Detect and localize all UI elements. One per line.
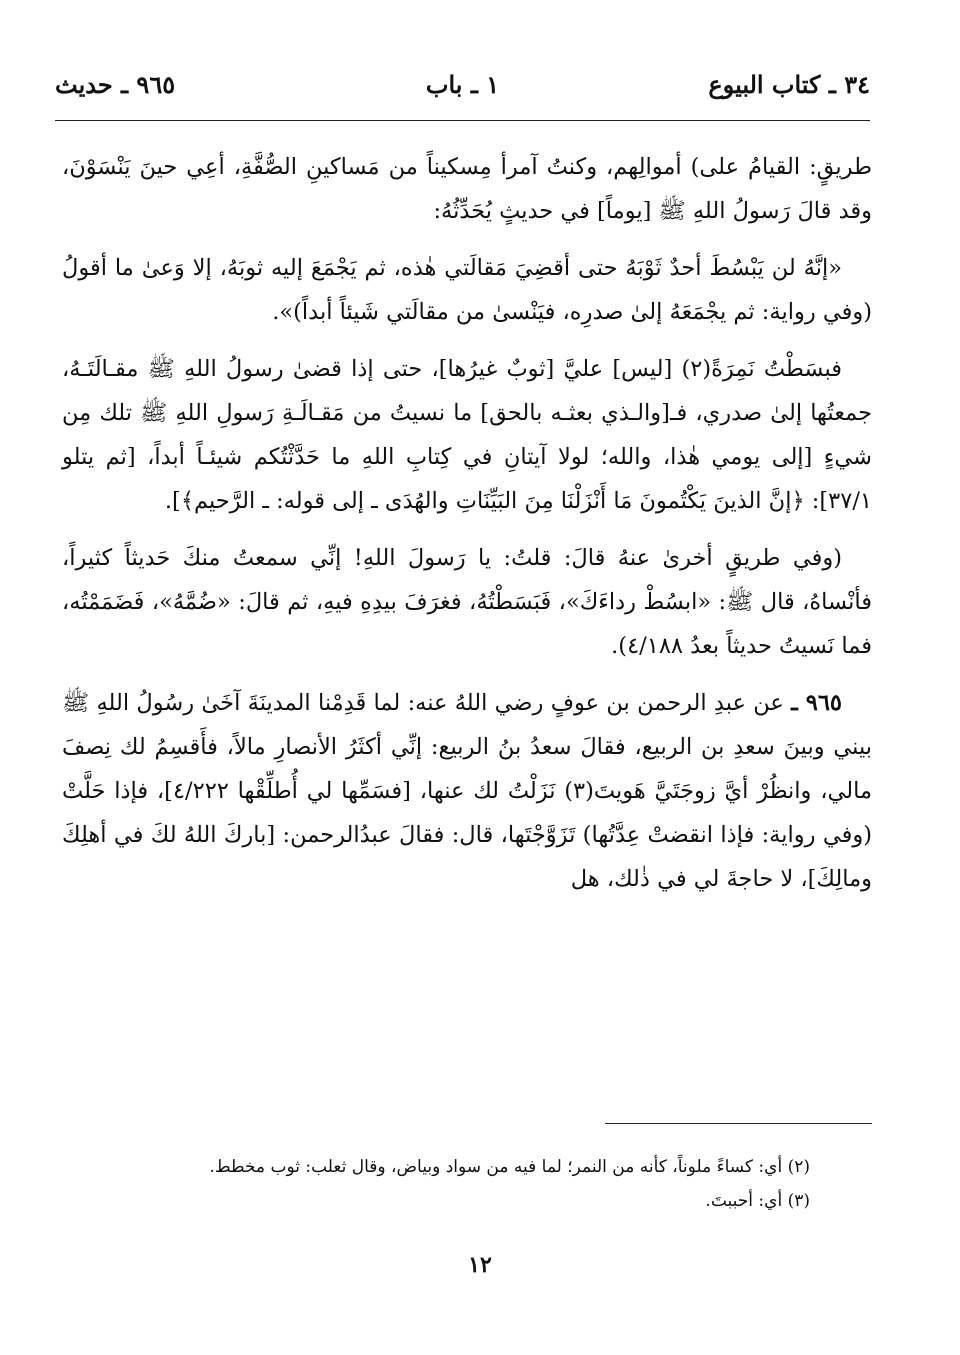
paragraph-3: فبسَطْتُ نَمِرَةً(٢) [ليس] عليَّ [ثوبٌ غيرُها]، حتى إذا قضىٰ رسولُ اللهِ ﷺ مقـالَتَـهُ، جمعتُها إلىٰ صدري، فـ[والـذي بعثـه بالحق] ما نسيتُ من مَقـالَـةِ رَسولِ اللهِ ﷺ تلك مِن شيءٍ [إلى يومي هٰذا، والله؛ لولا آيتانِ في كِتابِ اللهِ ما حَدَّثْتُكم شيئـاً أبداً، [ثم يتلو ٣٧/١]: ﴿إنَّ الذينَ يَكْتُمونَ مَا أَنْزَلْنَا مِنَ البَيِّنَاتِ والهُدَى ـ إلى قوله: ـ الرَّحيم﴾]. [62,356,872,514]
footnote-divider [605,1123,872,1124]
paragraph-1: طريقٍ: القيامُ على) أموالِهم، وكنتُ آمرأ مِسكيناً من مَساكينِ الصُّفَّةِ، أعِي حينَ يَنْسَوْنَ، وقد قالَ رَسولُ اللهِ ﷺ [يوماً] في حديثٍ يُحَدِّثُهُ: [62,154,872,224]
header-hadith-number: ٩٦٥ ـ حديث [55,70,176,99]
header-chapter: ١ ـ باب [425,70,500,99]
page-number: ١٢ [468,1252,492,1278]
footnote-2: (٢) أي: كساءً ملوناً، كأنه من النمر؛ لما فيه من سواد وبياض، وقال ثعلب: ثوب مخطط. [209,1157,810,1177]
paragraph-5-text: عن عبدِ الرحمن بن عوفٍ رضي اللهُ عنه: لما قَدِمْنا المدينَةَ آخَىٰ رسُولُ اللهِ ﷺ بيني وبينَ سعدِ بن الربيع، فقالَ سعدُ بنُ الربيع: إنِّي أكثَرُ الأنصارِ مالاً، فأَقسِمُ لك نِصفَ مالي، وانظُرْ أيَّ زوجَتَيَّ هَويتَ(٣) نَزَلْتُ لك عنها، [فسَمِّها لي أُطلِّقْها ٤/٢٢٢]، فإذا حَلَّتْ (وفي رواية: فإذا انقضتْ عِدَّتُها) تَزَوَّجْتَها، قال: فقالَ عبدُالرحمن: [باركَ اللهُ لكَ في أهلِكَ ومالِكَ]، لا حاجةَ لي في ذٰلك، هل [62,690,872,892]
paragraph-5 [62,681,872,901]
paragraph-2: «إنَّهُ لن يَبْسُطَ أحدٌ ثَوْبَهُ حتى أقضِيَ مَقالَتي هٰذه، ثم يَجْمَعَ إليه ثوبَهُ، إلا وَعىٰ ما أقولُ (وفي رواية: ثم يجْمَعَهُ إلىٰ صدرِه، فيَنْسىٰ من مقالَتي شَيئاً أبداً)». [62,255,872,325]
main-text [62,145,872,914]
running-header [55,70,870,110]
header-book-title: ٣٤ ـ كتاب البيوع [708,70,870,99]
header-divider [55,120,870,121]
footnotes [120,1150,810,1218]
footnote-3: (٣) أي: أحببتَ. [705,1191,810,1211]
paragraph-4: (وفي طريقٍ أخرىٰ عنهُ قالَ: قلتُ: يا رَسولَ اللهِ! إنِّي سمعتُ منكَ حَديثاً كثيراً، فأنْساهُ، قال ﷺ: «ابسُطْ رداءَكَ»، فَبَسَطْتُهُ، فغرَفَ بيدِهِ فيهِ، ثم قالَ: «ضُمَّهُ»، فَضَمَمْتُه، فما نَسيتُ حديثاً بعدُ ٤/١٨٨). [62,545,872,659]
hadith-number: ٩٦٥ ـ [791,690,842,716]
